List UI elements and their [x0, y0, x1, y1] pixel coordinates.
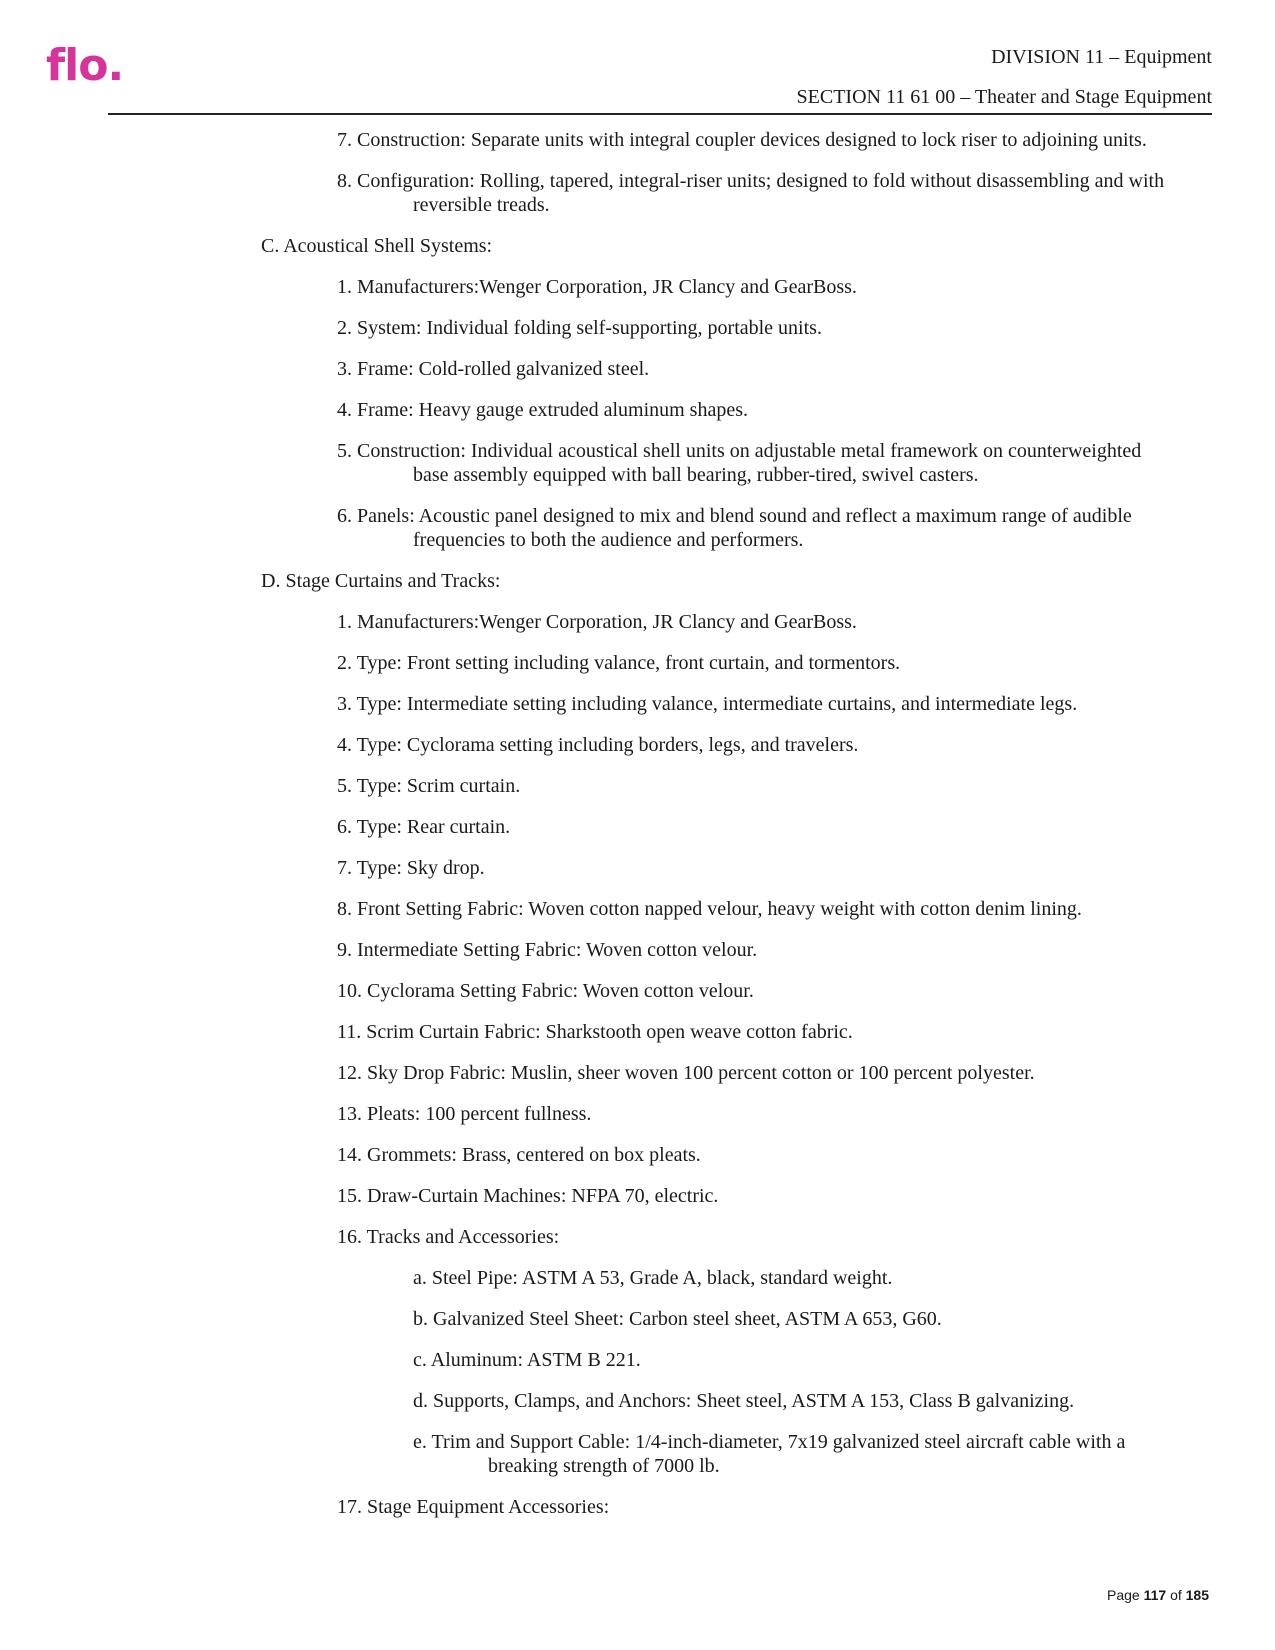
of-label: of — [1170, 1587, 1182, 1603]
list-item: 8. Front Setting Fabric: Woven cotton napped velour, heavy weight with cotton denim lining. — [337, 898, 1082, 920]
list-item: 2. System: Individual folding self-supporting, portable units. — [337, 317, 822, 339]
sub-list-item: c. Aluminum: ASTM B 221. — [413, 1349, 641, 1371]
list-item: 9. Intermediate Setting Fabric: Woven cotton velour. — [337, 939, 758, 961]
list-item: 15. Draw-Curtain Machines: NFPA 70, electric. — [337, 1185, 719, 1207]
sub-list-item: e. Trim and Support Cable: 1/4-inch-diameter, 7x19 galvanized steel aircraft cable with a breaking strength of 7000 lb. — [413, 1431, 1126, 1477]
list-item: 5. Construction: Individual acoustical shell units on adjustable metal framework on counterweighted base assembly equipped with ball bearing, rubber-tired, swivel casters. — [337, 440, 1142, 486]
total-pages: 185 — [1185, 1587, 1209, 1603]
list-item: 4. Type: Cyclorama setting including borders, legs, and travelers. — [337, 734, 859, 756]
list-item: 4. Frame: Heavy gauge extruded aluminum shapes. — [337, 399, 748, 421]
list-item: 11. Scrim Curtain Fabric: Sharkstooth open weave cotton fabric. — [337, 1021, 853, 1043]
list-item: 5. Type: Scrim curtain. — [337, 775, 521, 797]
document-header — [797, 46, 1212, 108]
list-item: 6. Type: Rear curtain. — [337, 816, 511, 838]
page-footer — [1107, 1587, 1209, 1603]
sub-list-item: b. Galvanized Steel Sheet: Carbon steel sheet, ASTM A 653, G60. — [413, 1308, 942, 1330]
page-number: 117 — [1143, 1587, 1167, 1603]
section-title: SECTION 11 61 00 – Theater and Stage Equipment — [796, 86, 1212, 108]
list-item: 14. Grommets: Brass, centered on box pleats. — [337, 1144, 701, 1166]
list-item: 6. Panels: Acoustic panel designed to mix and blend sound and reflect a maximum range of audible frequencies to both the audience and performers. — [337, 505, 1132, 551]
list-item: 3. Frame: Cold-rolled galvanized steel. — [337, 358, 650, 380]
list-item: 17. Stage Equipment Accessories: — [337, 1496, 610, 1518]
list-item: 8. Configuration: Rolling, tapered, integral-riser units; designed to fold without disassembling and with reversible treads. — [337, 170, 1165, 216]
flo-logo: flo. — [46, 40, 124, 91]
list-item: 12. Sky Drop Fabric: Muslin, sheer woven 100 percent cotton or 100 percent polyester. — [337, 1062, 1035, 1084]
sub-list-item: a. Steel Pipe: ASTM A 53, Grade A, black, standard weight. — [413, 1267, 893, 1289]
list-item: 13. Pleats: 100 percent fullness. — [337, 1103, 592, 1125]
section-heading-d: D. Stage Curtains and Tracks: — [261, 570, 501, 592]
list-item: 1. Manufacturers:Wenger Corporation, JR Clancy and GearBoss. — [337, 611, 857, 633]
list-item: 16. Tracks and Accessories: — [337, 1226, 560, 1248]
list-item: 2. Type: Front setting including valance, front curtain, and tormentors. — [337, 652, 901, 674]
list-item: 3. Type: Intermediate setting including valance, intermediate curtains, and intermediate legs. — [337, 693, 1078, 715]
document-body — [0, 128, 1275, 1536]
page-label: Page — [1106, 1587, 1140, 1603]
list-item: 7. Construction: Separate units with integral coupler devices designed to lock riser to adjoining units. — [337, 129, 1147, 151]
list-item: 1. Manufacturers:Wenger Corporation, JR Clancy and GearBoss. — [337, 276, 857, 298]
list-item: 7. Type: Sky drop. — [337, 857, 485, 879]
division-title: DIVISION 11 – Equipment — [991, 46, 1212, 68]
sub-list-item: d. Supports, Clamps, and Anchors: Sheet steel, ASTM A 153, Class B galvanizing. — [413, 1390, 1075, 1412]
list-item: 10. Cyclorama Setting Fabric: Woven cotton velour. — [337, 980, 754, 1002]
section-heading-c: C. Acoustical Shell Systems: — [261, 235, 493, 257]
header-divider — [108, 113, 1212, 115]
